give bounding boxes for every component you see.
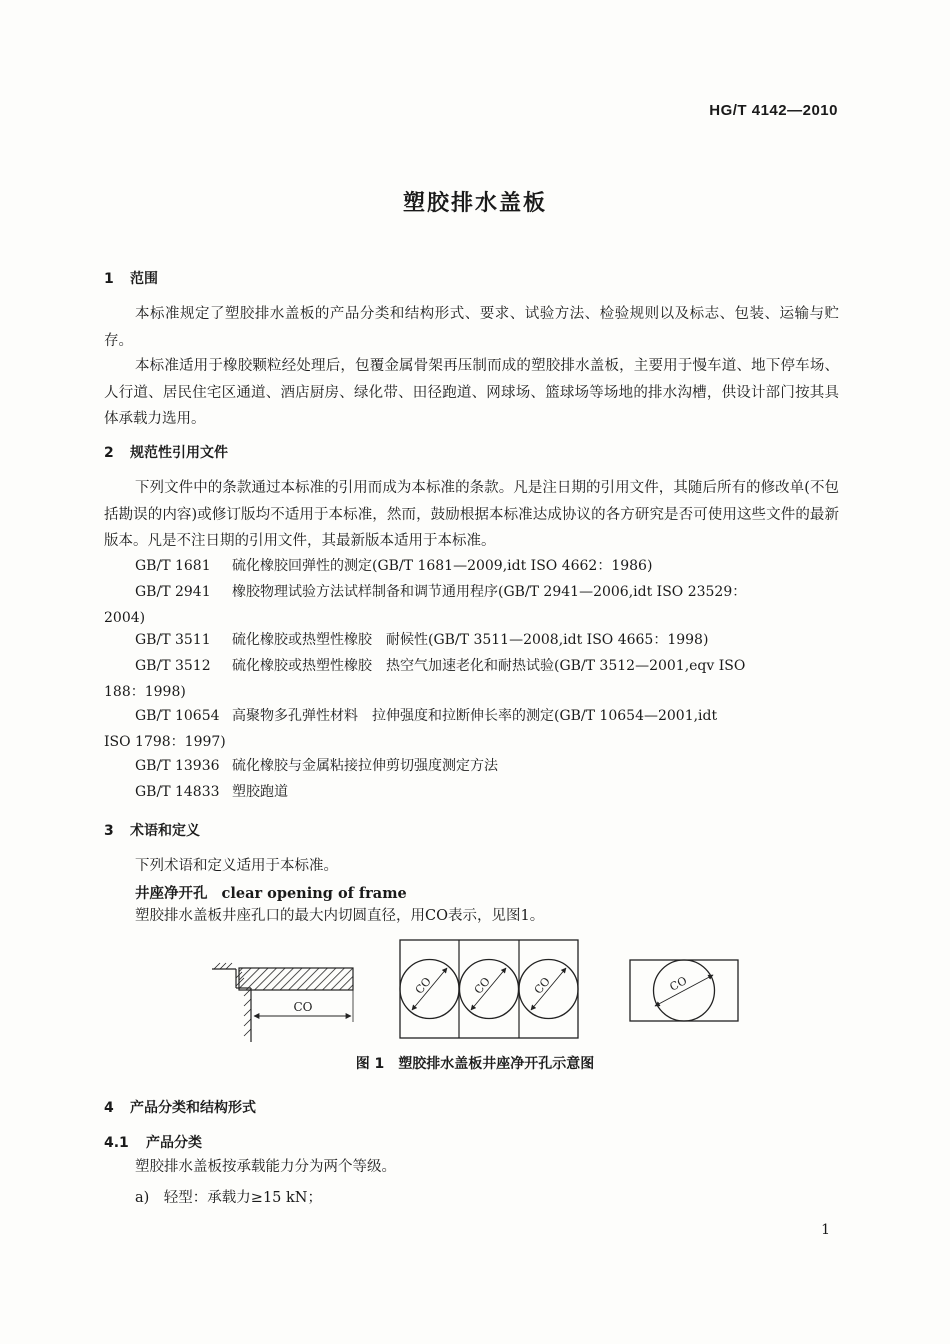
figure-caption-text: 塑胶排水盖板井座净开孔示意图 <box>398 1056 595 1072</box>
reference-code: GB/T 14833 <box>135 784 220 800</box>
figure-label: 图 1 <box>355 1056 385 1072</box>
page-number: 1 <box>821 1222 830 1238</box>
list-item: a) 轻型：承载力≥15 kN； <box>135 1190 322 1206</box>
figure-1-diagram <box>0 930 950 1048</box>
reference-text-continued: 188：1998) <box>104 684 186 700</box>
section-2-intro: 下列文件中的条款通过本标准的引用而成为本标准的条款。凡是注日期的引用文件，其随后所有的修改单(不包括勘误的内容)或修订版均不适用于本标准，然而，鼓励根据本标准达成协议的各方研究是否可使用这些文件的最新版本。凡是不注日期的引用文件，其最新版本适用于本标准。 <box>104 480 839 549</box>
figure-1-caption <box>0 1053 950 1073</box>
reference-code: GB/T 1681 <box>135 558 211 574</box>
section-3-heading <box>104 820 200 840</box>
section-number: 3 <box>104 823 114 839</box>
term-definition: 塑胶排水盖板井座孔口的最大内切圆直径，用CO表示，见图1。 <box>135 908 545 924</box>
section-4-heading <box>104 1097 256 1117</box>
section-2-heading <box>104 442 228 462</box>
section-number: 1 <box>104 271 114 287</box>
reference-code: GB/T 3511 <box>135 632 211 648</box>
section-title: 范围 <box>130 271 158 287</box>
section-1-heading <box>104 268 158 288</box>
reference-text: 硫化橡胶与金属粘接拉伸剪切强度测定方法 <box>232 758 498 774</box>
top-view-three-openings <box>400 940 578 1038</box>
dimension-label: CO <box>412 974 434 997</box>
standard-code: HG/T 4142—2010 <box>709 102 838 119</box>
reference-code: GB/T 2941 <box>135 584 211 600</box>
section-4-1-intro: 塑胶排水盖板按承载能力分为两个等级。 <box>135 1159 396 1175</box>
section-title: 产品分类和结构形式 <box>130 1100 256 1116</box>
dimension-label: CO <box>667 974 690 994</box>
section-1-paragraph-1: 本标准规定了塑胶排水盖板的产品分类和结构形式、要求、试验方法、检验规则以及标志、包装、运输与贮存。 <box>104 306 839 349</box>
section-number: 4 <box>104 1100 114 1116</box>
term-entry <box>135 882 407 903</box>
subsection-4-1-heading <box>104 1132 202 1152</box>
reference-item <box>104 703 839 755</box>
side-section-view <box>212 963 353 1042</box>
dimension-label: CO <box>471 974 493 997</box>
subsection-number: 4.1 <box>104 1135 129 1151</box>
reference-text-continued: 2004) <box>104 610 146 626</box>
reference-code: GB/T 10654 <box>135 708 220 724</box>
section-title: 术语和定义 <box>130 823 200 839</box>
reference-text: 硫化橡胶回弹性的测定(GB/T 1681—2009,idt ISO 4662：1986) <box>232 558 653 574</box>
document-title: 塑胶排水盖板 <box>402 191 547 216</box>
reference-item <box>104 553 839 579</box>
reference-text: 硫化橡胶或热塑性橡胶 热空气加速老化和耐热试验(GB/T 3512—2001,eqv ISO <box>232 658 746 674</box>
section-number: 2 <box>104 445 114 461</box>
top-view-single-opening <box>630 960 738 1021</box>
reference-item <box>104 627 839 653</box>
section-title: 规范性引用文件 <box>130 445 228 461</box>
reference-text: 高聚物多孔弹性材料 拉伸强度和拉断伸长率的测定(GB/T 10654—2001,idt <box>232 708 718 724</box>
reference-text-continued: ISO 1798：1997) <box>104 734 226 750</box>
reference-text: 硫化橡胶或热塑性橡胶 耐候性(GB/T 3511—2008,idt ISO 4665：1998) <box>232 632 709 648</box>
section-1-paragraph-2: 本标准适用于橡胶颗粒经处理后，包覆金属骨架再压制而成的塑胶排水盖板，主要用于慢车道、地下停车场、人行道、居民住宅区通道、酒店厨房、绿化带、田径跑道、网球场、篮球场等场地的排水沟槽，供设计部门按其具体承载力选用。 <box>104 358 839 427</box>
reference-item <box>104 653 839 705</box>
term-english: clear opening of frame <box>221 885 407 902</box>
dimension-label: CO <box>531 974 553 997</box>
reference-text: 塑胶跑道 <box>232 784 288 800</box>
reference-item <box>104 779 839 805</box>
reference-text: 橡胶物理试验方法试样制备和调节通用程序(GB/T 2941—2006,idt ISO 23529： <box>232 584 747 600</box>
reference-item <box>104 579 839 631</box>
reference-item <box>104 753 839 779</box>
reference-code: GB/T 13936 <box>135 758 220 774</box>
section-3-intro: 下列术语和定义适用于本标准。 <box>135 858 338 874</box>
reference-code: GB/T 3512 <box>135 658 211 674</box>
dimension-label: CO <box>293 1000 313 1014</box>
subsection-title: 产品分类 <box>146 1135 202 1151</box>
term-chinese: 井座净开孔 <box>135 886 208 902</box>
